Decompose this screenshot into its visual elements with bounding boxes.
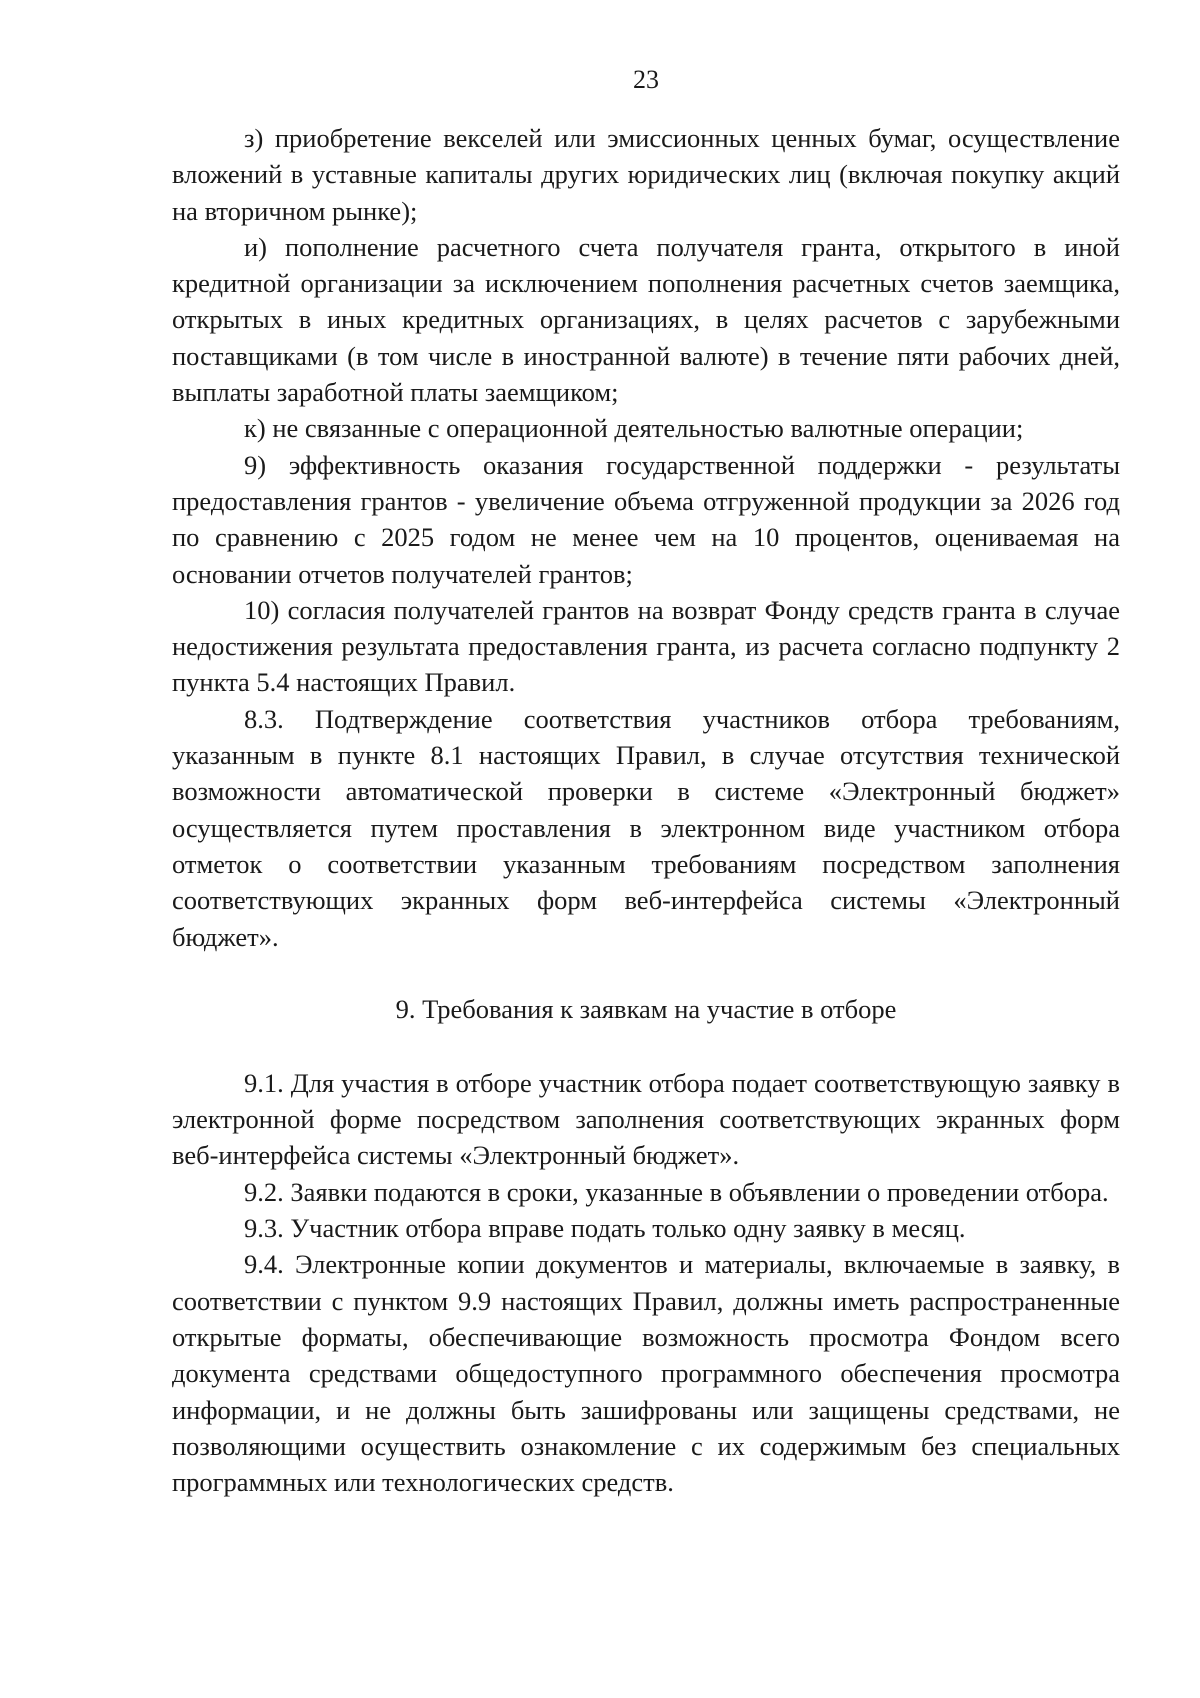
page-number: 23 [633, 65, 659, 94]
paragraph-item-i: и) пополнение расчетного счета получателя гранта, открытого в иной кредитной организации за исключением пополнения расчетных счетов заемщика, открытых в иных кредитных организациях, в целях расчетов с зарубежными поставщиками (в том числе в иностранной валюте) в течение пяти рабочих дней, выплаты заработной платы заемщиком; [172, 231, 1120, 408]
paragraph-item-k: к) не связанные с операционной деятельностью валютные операции; [244, 413, 1024, 444]
paragraph-item-10: 10) согласия получателей грантов на возврат Фонду средств гранта в случае недостижения результата предоставления гранта, из расчета согласно подпункту 2 пункта 5.4 настоящих Правил. [172, 594, 1120, 698]
document-page [172, 64, 1120, 1500]
paragraph-9-2: 9.2. Заявки подаются в сроки, указанные в объявлении о проведении отбора. [244, 1176, 1109, 1207]
paragraph-9-1: 9.1. Для участия в отборе участник отбора подает соответствующую заявку в электронной форме посредством заполнения соответствующих экранных форм веб-интерфейса системы «Электронный бюджет». [172, 1067, 1120, 1171]
paragraph-9-3: 9.3. Участник отбора вправе подать только одну заявку в месяц. [244, 1213, 966, 1244]
paragraph-8-3: 8.3. Подтверждение соответствия участников отбора требованиям, указанным в пункте 8.1 настоящих Правил, в случае отсутствия технической возможности автоматической проверки в системе «Электронный бюджет» осуществляется путем проставления в электронном виде участником отбора отметок о соответствии указанным требованиям посредством заполнения соответствующих экранных форм веб-интерфейса системы «Электронный бюджет». [172, 703, 1120, 952]
paragraph-item-9: 9) эффективность оказания государственной поддержки - результаты предоставления грантов - увеличение объема отгруженной продукции за 2026 год по сравнению с 2025 годом не менее чем на 10 процентов, оцениваемая на основании отчетов получателей грантов; [172, 449, 1120, 589]
paragraph-9-4: 9.4. Электронные копии документов и материалы, включаемые в заявку, в соответствии с пунктом 9.9 настоящих Правил, должны иметь распространенные открытые форматы, обеспечивающие возможность просмотра Фондом всего документа средствами общедоступного программного обеспечения просмотра информации, и не должны быть зашифрованы или защищены средствами, не позволяющими осуществить ознакомление с их содержимым без специальных программных или технологических средств. [172, 1249, 1120, 1498]
section-heading: 9. Требования к заявкам на участие в отборе [395, 993, 897, 1024]
paragraph-item-z: з) приобретение векселей или эмиссионных ценных бумаг, осуществление вложений в уставные капиталы других юридических лиц (включая покупку акций на вторичном рынке); [172, 123, 1120, 226]
